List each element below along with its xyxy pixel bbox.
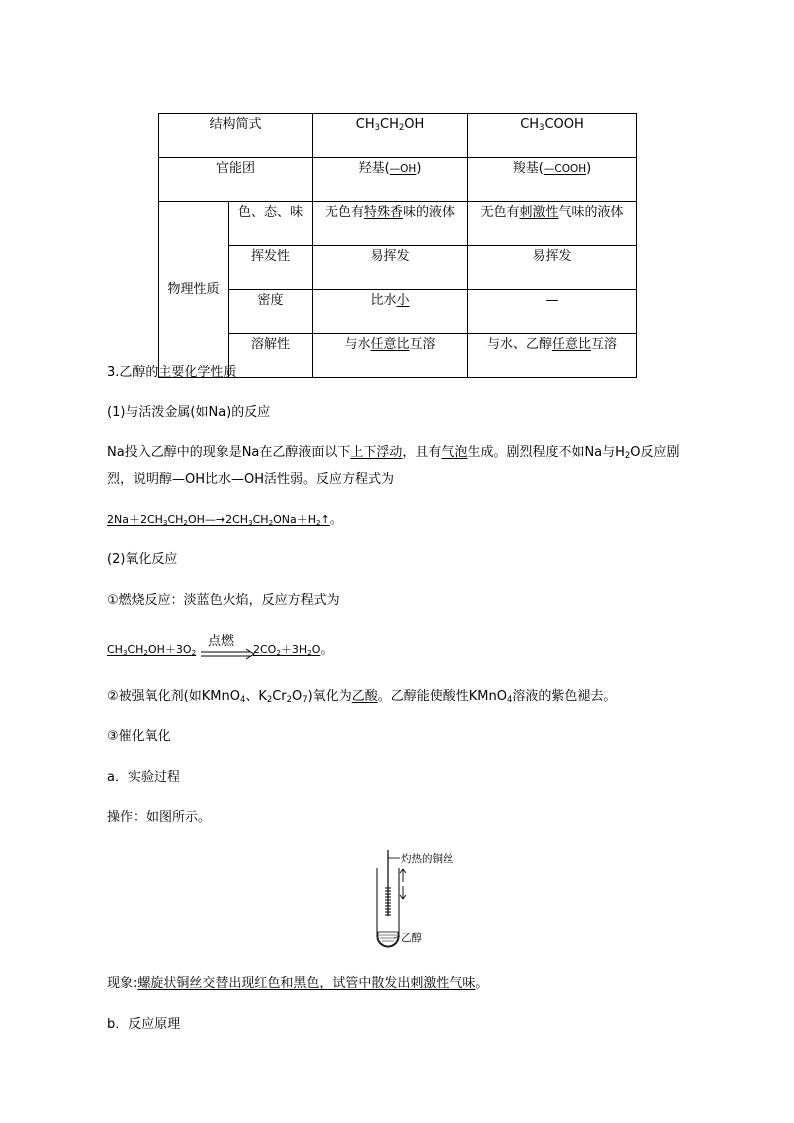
subsection-catalytic-oxidation: ③催化氧化: [107, 729, 171, 744]
cell-ethanol-group: 羟基(—OH): [313, 158, 468, 202]
cell-physical-properties: 物理性质: [159, 202, 229, 378]
paragraph-sodium-line1: Na投入乙醇中的现象是Na在乙醇液面以下上下浮动，且有气泡生成。剧烈程度不如Na与$H_2O$反应剧: [107, 445, 680, 461]
operation-text: 操作：如图所示。: [107, 810, 212, 825]
cell-color-state-odor-label: 色、态、味: [229, 202, 313, 246]
property-table: [158, 113, 637, 378]
cell-ethanol-color: 无色有特殊香味的液体: [313, 202, 468, 246]
experiment-process-heading: a．实验过程: [107, 770, 180, 785]
table-row: [159, 114, 637, 158]
cell-ethanol-formula: $CH_3CH_2OH$: [313, 114, 468, 158]
cell-acetic-group: 羧基(—COOH): [468, 158, 637, 202]
paragraph-combustion: ①燃烧反应：淡蓝色火焰，反应方程式为: [107, 593, 340, 608]
ethanol-label: 乙醇: [401, 932, 422, 944]
copper-wire-label: 灼热的铜丝: [401, 853, 454, 865]
cell-acetic-color: 无色有刺激性气味的液体: [468, 202, 637, 246]
cell-solubility-label: 溶解性: [229, 334, 313, 378]
table-row: [159, 290, 637, 334]
cell-functional-group-label: 官能团: [159, 158, 313, 202]
paragraph-sodium-line2: 烈，说明醇—OH比水—OH活性弱。反应方程式为: [107, 472, 395, 487]
cell-ethanol-volatility: 易挥发: [313, 246, 468, 290]
equation-combustion-products: $2CO_2+3H_2O$。: [253, 642, 334, 657]
apparatus-figure: [370, 848, 480, 950]
cell-volatility-label: 挥发性: [229, 246, 313, 290]
subsection-oxidation: (2)氧化反应: [107, 552, 178, 567]
phenomenon-text: 现象:螺旋状铜丝交替出现红色和黑色，试管中散发出刺激性气味。: [107, 976, 489, 991]
cell-acetic-solubility: 与水、乙醇任意比互溶: [468, 334, 637, 378]
paragraph-strong-oxidant: ②被强氧化剂(如KMnO$_4$、$K_2Cr_2O_7$)氧化为乙酸。乙醇能使酸性KMnO$_4$溶液的紫色褪去。: [107, 689, 617, 705]
table-row: [159, 158, 637, 202]
table-row: [159, 202, 637, 246]
equation-combustion: $CH_3CH_2OH+3O_2$: [107, 643, 197, 657]
cell-ethanol-solubility: 与水任意比互溶: [313, 334, 468, 378]
reaction-arrow-icon: [200, 648, 256, 666]
subsection-active-metal: (1)与活泼金属(如Na)的反应: [107, 405, 271, 420]
cell-acetic-volatility: 易挥发: [468, 246, 637, 290]
cell-acetic-density: —: [468, 290, 637, 334]
equation-sodium-ethanol: $2Na+2CH_3CH_2OH—\to 2CH_3CH_2ONa+H_2↑$。: [107, 512, 343, 527]
equation-condition: 点燃: [208, 634, 235, 649]
table-row: [159, 246, 637, 290]
cell-structure-label: 结构简式: [159, 114, 313, 158]
cell-ethanol-density: 比水小: [313, 290, 468, 334]
cell-acetic-formula: $CH_3COOH$: [468, 114, 637, 158]
section-heading-chemical-properties: 3.乙醇的主要化学性质: [107, 365, 237, 380]
cell-density-label: 密度: [229, 290, 313, 334]
reaction-principle-heading: b．反应原理: [107, 1017, 181, 1032]
